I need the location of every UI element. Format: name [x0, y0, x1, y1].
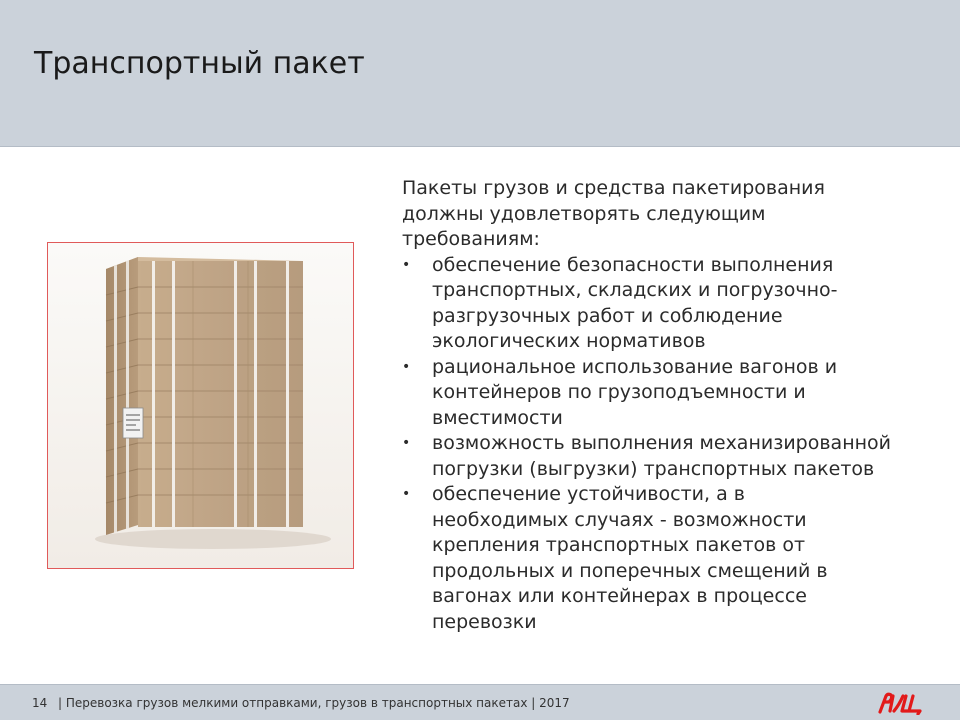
list-item	[402, 482, 882, 635]
list-item-text: возможность выполнения механизированной погрузки (выгрузки) транспортных пакетов	[432, 432, 892, 480]
bullet-icon: •	[402, 435, 411, 451]
list-item	[402, 431, 892, 482]
intro-paragraph: Пакеты грузов и средства пакетирования должны удовлетворять следующим требованиям:	[402, 177, 825, 250]
requirements-list	[402, 253, 922, 636]
cargo-package-photo	[47, 242, 354, 569]
cargo-package-photo-icon	[48, 243, 353, 568]
requirements-text	[402, 176, 922, 635]
page-number: 14	[32, 696, 48, 710]
list-item-text: рациональное использование вагонов и контейнеров по грузоподъемности и вместимости	[432, 355, 838, 429]
bullet-icon: •	[402, 256, 411, 273]
list-item-text: обеспечение безопасности выполнения транспортных, складских и погрузочно-разгрузочных работ и соблюдение экологических нормативов	[432, 253, 838, 352]
footer-caption: | Перевозка грузов мелкими отправками, грузов в транспортных пакетах | 2017	[58, 696, 570, 710]
footer-bar	[0, 684, 960, 720]
bullet-icon: •	[402, 358, 411, 375]
page-title: Транспортный пакет	[34, 46, 365, 81]
rzd-logo-icon	[876, 691, 926, 715]
list-item-text: обеспечение устойчивости, а в необходимых случаях - возможности крепления транспортных пакетов от продольных и поперечных смещений в вагонах или контейнерах в процессе перевозки	[432, 483, 828, 633]
header-band	[0, 0, 960, 147]
list-item	[402, 253, 887, 355]
list-item	[402, 355, 887, 432]
bullet-icon: •	[402, 486, 411, 502]
